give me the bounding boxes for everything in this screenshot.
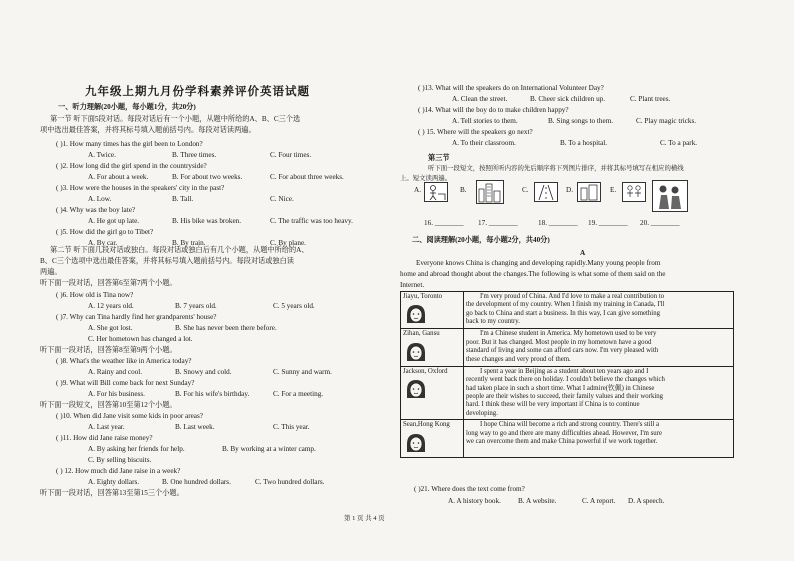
text-line: back to my country. [466, 318, 520, 326]
text-line: I'm very proud of China. And I'd love to make a real contribution to [480, 293, 665, 300]
sec1-line2: 项中选出最佳答案，并将其标号填入题前括号内。每段对话读两遍。 [40, 126, 256, 134]
part1-heading: 一、听力理解(20小题，每小题1分，共20分) [58, 103, 196, 111]
q11-option-c: C. By selling biscuits. [88, 456, 152, 464]
speaker-name: Jiayu, Toronto [403, 293, 443, 300]
q3-option-b: B. Tall. [172, 195, 194, 203]
pic-label-d: D. [566, 186, 573, 194]
text-line: people are their wishes to succeed, their family values and their working [466, 393, 664, 401]
intro-line-3: Internet. [400, 281, 425, 289]
q8-option-a: A. Rainy and cool. [88, 368, 143, 376]
reading-row [401, 292, 734, 329]
question-8: ( )8. What's the weather like in America today? [56, 357, 192, 365]
q10-option-c: C. This year. [273, 423, 310, 431]
pic-label-c: C. [522, 186, 529, 194]
q6-option-a: A. 12 years old. [88, 302, 134, 310]
portrait-icon [403, 378, 429, 402]
q12-option-b: B. One hundred dollars. [162, 478, 231, 486]
q6-option-c: C. 5 years old. [273, 302, 315, 310]
speaker-name: Zihan, Gansu [403, 330, 440, 338]
portrait-icon [403, 432, 429, 456]
road-icon [535, 183, 557, 201]
picture-c [534, 182, 558, 202]
speaker-cell [401, 292, 464, 329]
people-icon [623, 183, 645, 201]
q13-option-a: A. Clean the street. [452, 95, 508, 103]
question-9: ( )9. What will Bill come back for next Sunday? [56, 379, 195, 387]
q4-option-a: A. He got up late. [88, 217, 140, 225]
q13-option-c: C. Plant trees. [630, 95, 671, 103]
q13-option-b: B. Cheer sick children up. [530, 95, 606, 103]
q5-option-c: C. By plane. [270, 239, 306, 247]
picture-e-large [652, 180, 688, 212]
speaker-name: Jackson, Oxford [403, 367, 448, 375]
family-icon [653, 181, 687, 211]
blank-20[interactable]: 20. ________ [640, 219, 680, 227]
blank-19[interactable]: 19. ________ [588, 219, 628, 227]
reading-row [401, 329, 734, 366]
portrait-icon [403, 303, 429, 327]
q3-option-a: A. Low. [88, 195, 112, 203]
picture-e [622, 182, 646, 202]
text-line: I hope China will become a rich and strong country. There's still a [480, 421, 660, 429]
intro-line-2: home and abroad thought about the changes.The following is what some of them said on the [400, 270, 666, 278]
city-buildings-icon [477, 181, 503, 203]
q1-option-a: A. Twice. [88, 151, 116, 159]
q4-option-b: B. His bike was broken. [172, 217, 242, 225]
q11-option-b: B. By working at a winter camp. [222, 445, 316, 453]
picture-b [476, 180, 504, 204]
text-line: standard of living and some can afford cars now. I'm very pleased with [466, 347, 659, 355]
q10-option-a: A. Last year. [88, 423, 125, 431]
q1-option-c: C. Four times. [270, 151, 312, 159]
q21-option-d: D. A speech. [628, 497, 665, 505]
q9-option-c: C. For a meeting. [273, 390, 324, 398]
q21-option-a: A. A history book. [448, 497, 501, 505]
q14-option-a: A. Tell stories to them. [452, 117, 518, 125]
q2-option-b: B. For about two weeks. [172, 173, 243, 181]
speaker-text [464, 420, 734, 457]
page-footer: 第 1 页 共 4 页 [344, 515, 385, 522]
passage-label: A [580, 249, 586, 257]
sec3-line1: 听下面一段短文，按照所听内容的先后顺序将下列图片排序，并将其标号填写在相应的横线 [428, 165, 684, 172]
sec2-line3: 两遍。 [40, 268, 62, 276]
q12-option-a: A. Eighty dollars. [88, 478, 140, 486]
question-10: ( )10. When did Jane visit some kids in poor areas? [56, 412, 203, 420]
q15-option-a: A. To their classroom. [452, 139, 516, 147]
q2-option-c: C. For about three weeks. [270, 173, 344, 181]
q11-option-a: A. By asking her friends for help. [88, 445, 185, 453]
question-15: ( ) 15. Where will the speakers go next? [418, 128, 533, 136]
text-line: developing. [466, 409, 498, 417]
blank-16[interactable]: 16. ________ [424, 219, 464, 227]
text-line: we can overcome them and make China powerful if we work together. [466, 438, 658, 446]
sec2-line2: B、C三个选项中选出最佳答案，并将其标号填入题前括号内。每段对话或独白读 [40, 257, 294, 265]
question-1: ( )1. How many times has the girl been to London? [56, 140, 203, 148]
sec3-heading: 第三节 [428, 154, 450, 162]
speaker-name: Sean,Hong Kong [403, 421, 450, 429]
exam-title: 九年级上期九月份学科素养评价英语试题 [85, 86, 310, 98]
question-21: ( )21. Where does the text come from? [414, 485, 525, 493]
text-line: I spent a year in Beijing as a student about ten years ago and I [480, 367, 649, 375]
buildings-icon [578, 183, 600, 201]
portrait-icon [403, 341, 429, 365]
q6-option-b: B. 7 years old. [175, 302, 217, 310]
q9-option-a: A. For his business. [88, 390, 145, 398]
question-3: ( )3. How were the houses in the speakers' city in the past? [56, 184, 225, 192]
q5-option-b: B. By train. [172, 239, 206, 247]
text-line: go back to China and start a business. In this way, I can give something [466, 309, 660, 317]
question-6: ( )6. How old is Tina now? [56, 291, 134, 299]
text-line: long way to go and there are many difficulties ahead. However, I'm sure [466, 429, 662, 437]
q4-option-c: C. The traffic was too heavy. [270, 217, 353, 225]
speaker-cell [401, 420, 464, 457]
blank-18[interactable]: 18. ________ [538, 219, 578, 227]
question-5: ( )5. How did the girl go to Tibet? [56, 228, 154, 236]
q2-option-a: A. For about a week. [88, 173, 149, 181]
speaker-cell [401, 329, 464, 366]
text-line: the development of my country. When I finish my training in Canada, I'll [466, 301, 665, 309]
speaker-text [464, 329, 734, 366]
person-at-desk-icon [425, 183, 447, 201]
listen-instruction-1: 听下面一段对话，回答第6至第7两个小题。 [40, 279, 177, 287]
q5-option-a: A. By car. [88, 239, 118, 247]
speaker-cell [401, 366, 464, 419]
q3-option-c: C. Nice. [270, 195, 294, 203]
speaker-text [464, 292, 734, 329]
sec3-line2: 上。短文读两遍。 [400, 175, 452, 182]
text-line: had taken place in such a short time. What I admire(钦佩) in Chinese [466, 384, 655, 392]
blank-17[interactable]: 17. ________ [478, 219, 518, 227]
q15-option-c: C. To a park. [660, 139, 698, 147]
question-7: ( )7. Why can Tina hardly find her grandparents' house? [56, 313, 217, 321]
reading-table [400, 291, 734, 458]
q14-option-c: C. Play magic tricks. [636, 117, 697, 125]
sec2-heading: 第二节 听下面几段对话或独白。每段对话或独白后有几个小题，从题中所给的A、 [50, 246, 309, 254]
q21-option-c: C. A report. [582, 497, 616, 505]
question-13: ( )13. What will the speakers do on International Volunteer Day? [418, 84, 604, 92]
q10-option-b: B. Last week. [175, 423, 215, 431]
q8-option-c: C. Sunny and warm. [273, 368, 332, 376]
intro-line-1: Everyone knows China is changing and developing rapidly.Many young people from [416, 259, 661, 267]
text-line: hard. I think these will be very important if China is to continue [466, 401, 640, 409]
pic-label-e: E. [610, 186, 617, 194]
q7-option-b: B. She has never been there before. [175, 324, 277, 332]
question-14: ( )14. What will the boy do to make children happy? [418, 106, 569, 114]
text-line: poor. But it has changed. Most people in my hometown have a good [466, 338, 652, 346]
q15-option-b: B. To a hospital. [560, 139, 608, 147]
picture-a [424, 182, 448, 202]
question-11: ( )11. How did Jane raise money? [56, 434, 153, 442]
sec1-heading: 第一节 听下面5段对话。每段对话后有一个小题，从题中所给的A、B、C三个选 [50, 115, 301, 123]
speaker-text [464, 366, 734, 419]
pic-label-a: A. [414, 186, 421, 194]
part2-heading: 二、阅读理解(20小题，每小题2分，共40分) [412, 236, 550, 244]
picture-d [577, 182, 601, 202]
reading-row [401, 366, 734, 419]
listen-instruction-2: 听下面一段对话，回答第8至第9两个小题。 [40, 346, 177, 354]
q14-option-b: B. Sing songs to them. [548, 117, 614, 125]
question-4: ( )4. Why was the boy late? [56, 206, 136, 214]
q21-option-b: B. A website. [518, 497, 557, 505]
q1-option-b: B. Three times. [172, 151, 217, 159]
text-line: these changes and very proud of them. [466, 355, 571, 363]
question-12: ( ) 12. How much did Jane raise in a week? [56, 467, 181, 475]
q9-option-b: B. For his wife's birthday. [175, 390, 250, 398]
listen-instruction-4: 听下面一段对话，回答第13至第15三个小题。 [40, 489, 184, 497]
q8-option-b: B. Snowy and cold. [175, 368, 232, 376]
text-line: recently went back there on holiday. I couldn't believe the changes which [466, 376, 665, 384]
pic-label-b: B. [460, 186, 467, 194]
q7-option-a: A. She got lost. [88, 324, 133, 332]
listen-instruction-3: 听下面一段短文，回答第10至第12个小题。 [40, 401, 177, 409]
question-2: ( )2. How long did the girl spend in the countryside? [56, 162, 207, 170]
q12-option-c: C. Two hundred dollars. [255, 478, 325, 486]
reading-row [401, 420, 734, 457]
q7-option-c: C. Her hometown has changed a lot. [88, 335, 193, 343]
text-line: I'm a Chinese student in America. My hometown used to be very [480, 330, 657, 338]
